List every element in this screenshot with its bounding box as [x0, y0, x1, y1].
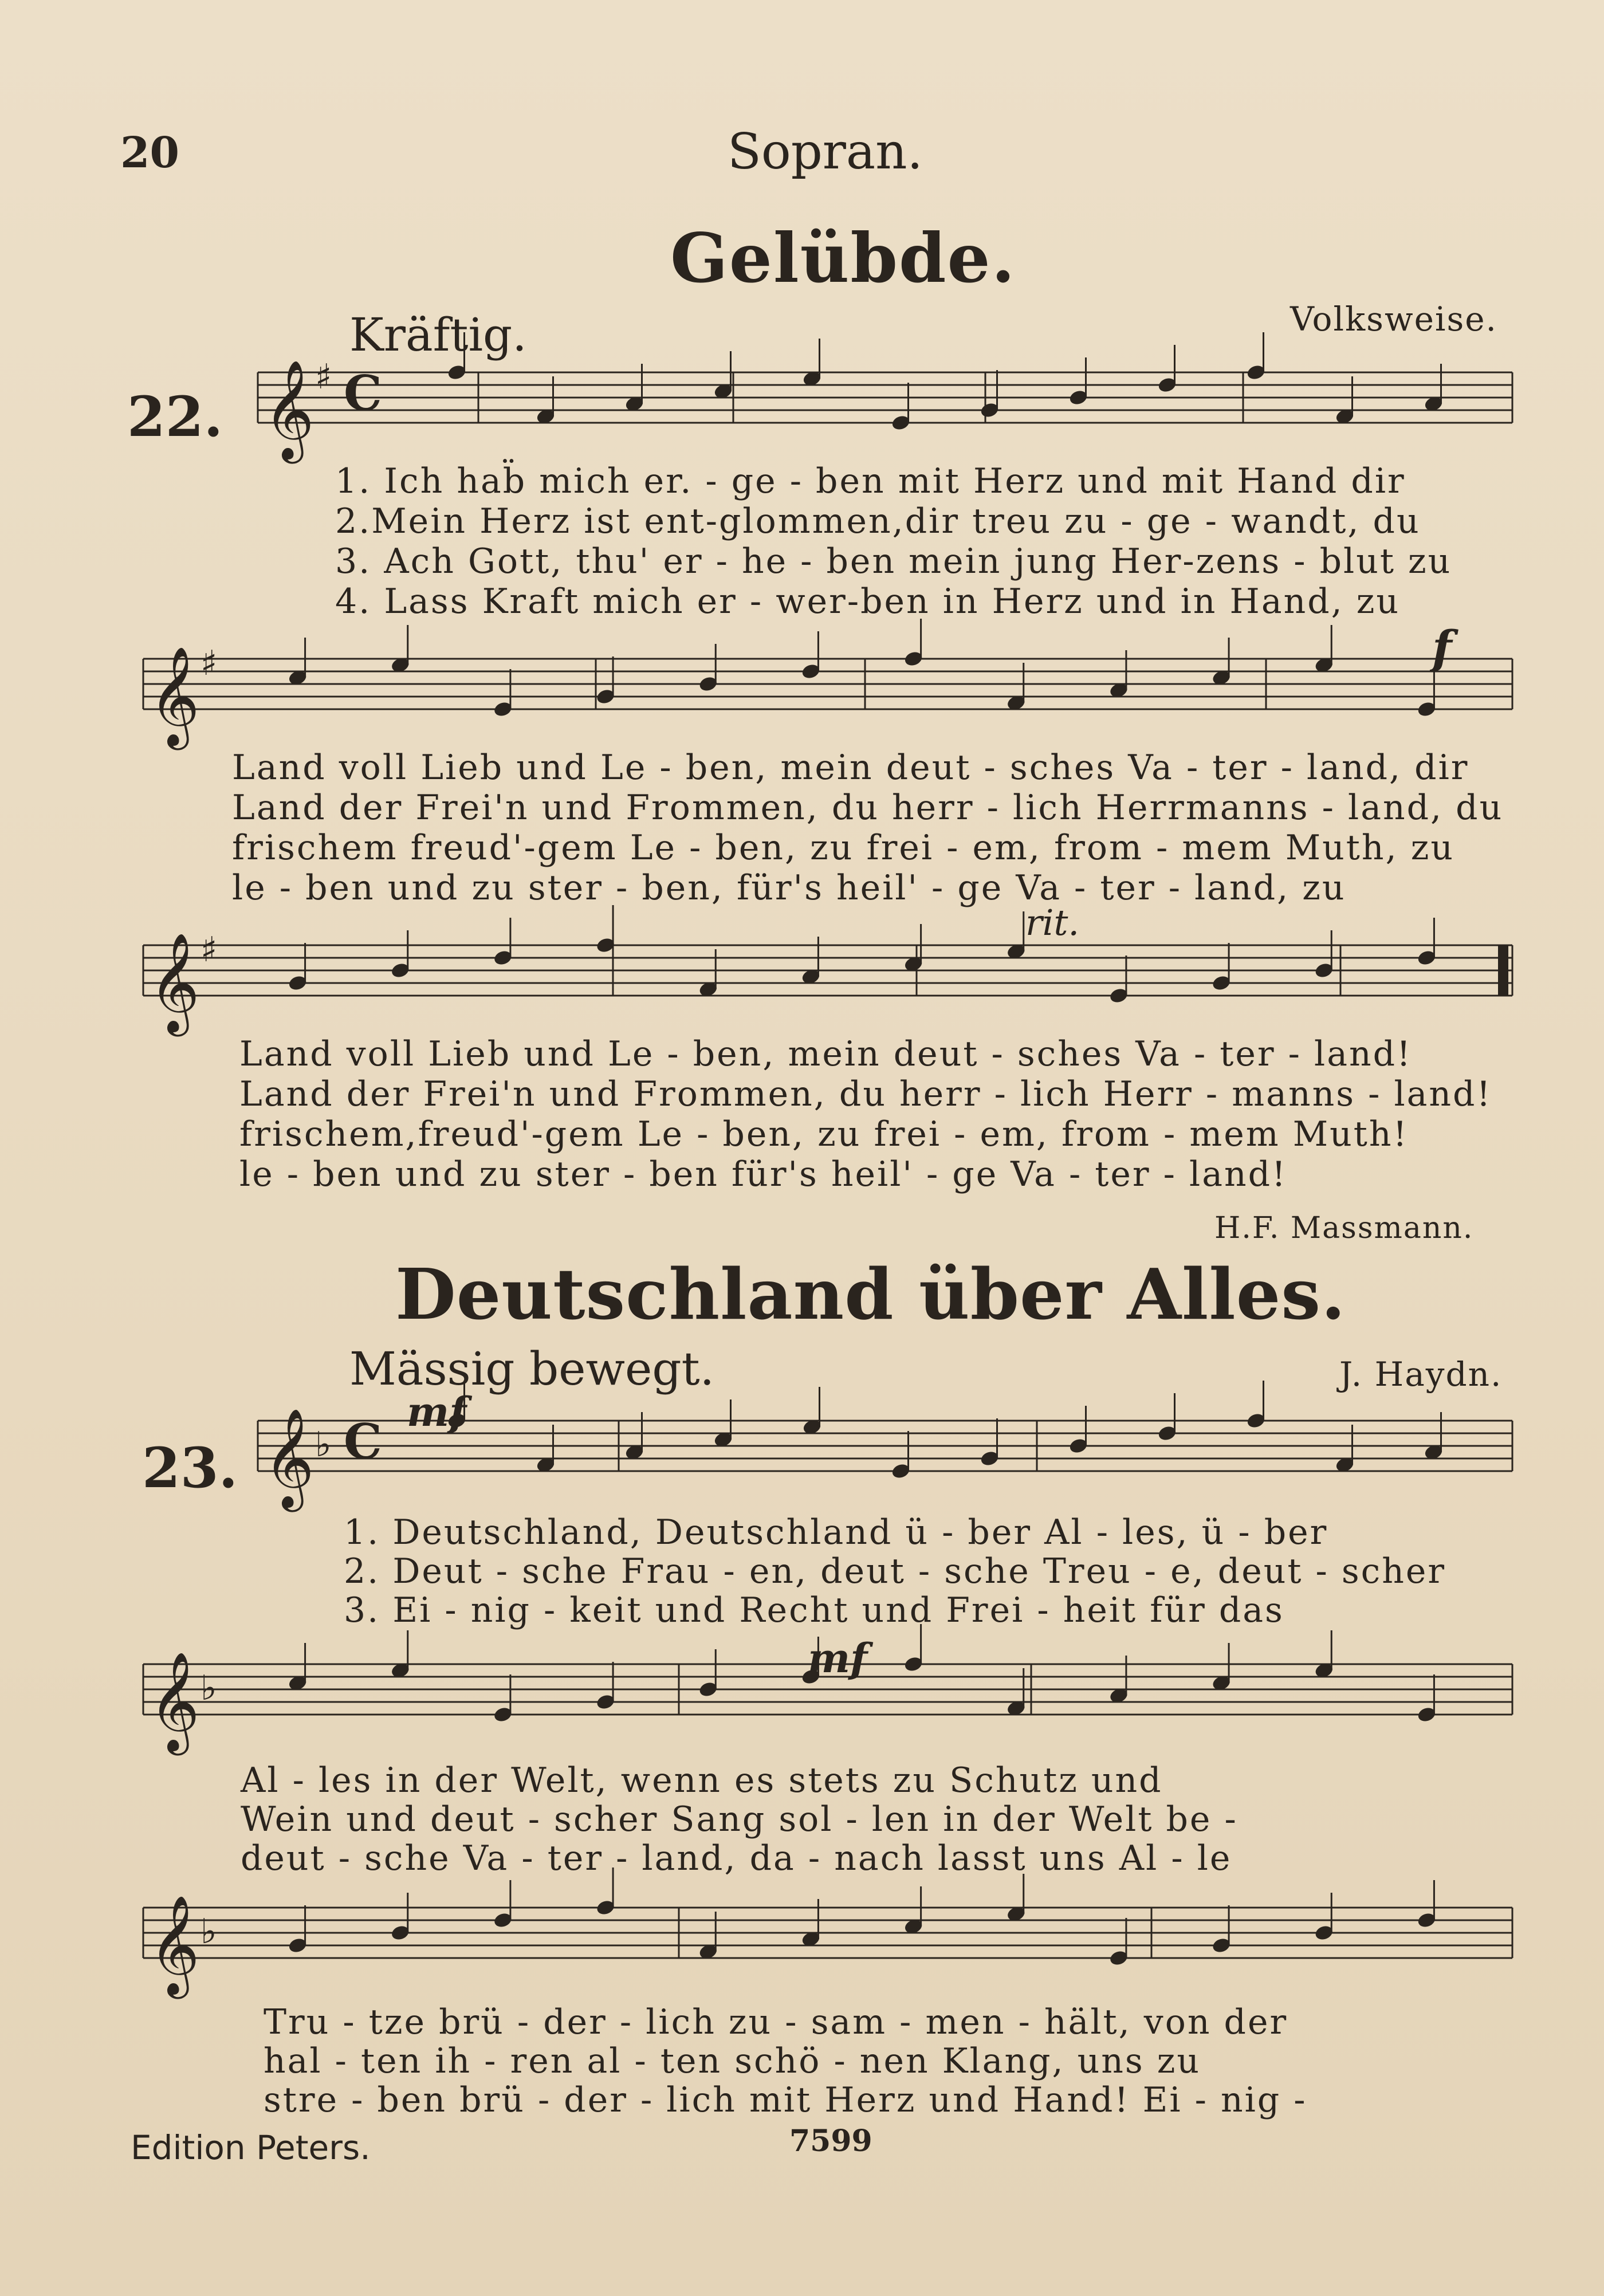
lyric-line: 1. Deutschland, Deutschland ü - ber Al - les, ü - ber: [344, 1512, 1328, 1552]
sharp-sign-icon: ♯: [200, 930, 218, 970]
voice-label: Sopran.: [728, 123, 923, 180]
lyric-line: deut - sche Va - ter - land, da - nach lasst uns Al - le: [241, 1838, 1232, 1878]
flat-sign-icon: ♭: [315, 1425, 332, 1465]
lyric-line: Land der Frei'n und Frommen, du herr - lich Herrmanns - land, du: [232, 788, 1504, 828]
lyric-line: le - ben und zu ster - ben, für's heil' - ge Va - ter - land, zu: [232, 868, 1346, 908]
lyric-line: 4. Lass Kraft mich er - wer-ben in Herz und in Hand, zu: [335, 581, 1401, 622]
sharp-sign-icon: ♯: [200, 643, 218, 683]
source-credit: Volksweise.: [1290, 300, 1497, 339]
lyric-line: frischem freud'-gem Le - ben, zu frei - em, from - mem Muth, zu: [232, 828, 1454, 868]
lyricist-credit: H.F. Massmann.: [1214, 1211, 1474, 1245]
lyric-line: frischem,freud'-gem Le - ben, zu frei - em, from - mem Muth!: [239, 1114, 1409, 1154]
treble-clef-icon: 𝄞: [149, 933, 200, 1032]
lyrics-block-1: [335, 461, 1452, 624]
lyrics-block-3: [239, 1034, 1492, 1197]
composer-credit: J. Haydn.: [1339, 1355, 1503, 1394]
treble-clef-icon: 𝄞: [149, 1652, 200, 1751]
dynamic-mezzoforte: mf: [407, 1388, 467, 1436]
lyric-line: 3. Ei - nig - keit und Recht und Frei - heit für das: [344, 1590, 1284, 1630]
lyrics-block-2: [232, 750, 1503, 911]
lyrics-block-5: [241, 1760, 1238, 1880]
final-barline: [1498, 945, 1508, 996]
lyric-line: 2. Deut - sche Frau - en, deut - sche Treu - e, deut - scher: [344, 1551, 1446, 1591]
lyric-line: stre - ben brü - der - lich mit Herz und Hand! Ei - nig -: [264, 2080, 1307, 2120]
song-title-gelubde: Gelübde.: [670, 218, 1016, 298]
treble-clef-icon: 𝄞: [149, 646, 200, 746]
tempo-marking: Mässig bewegt.: [349, 1342, 715, 1395]
flat-sign-icon: ♭: [200, 1668, 217, 1708]
dynamic-mezzoforte: mf: [808, 1634, 868, 1682]
ritardando-marking: rit.: [1025, 902, 1080, 943]
lyrics-block-6: [264, 2002, 1307, 2122]
flat-sign-icon: ♭: [200, 1912, 217, 1952]
sharp-sign-icon: ♯: [315, 357, 332, 397]
lyrics-block-4: [344, 1512, 1446, 1632]
time-signature-c-icon: C: [344, 365, 382, 422]
lyric-line: 3. Ach Gott, thu' er - he - ben mein jung Her-zens - blut zu: [335, 541, 1452, 581]
lyric-line: Land der Frei'n und Frommen, du herr - lich Herr - manns - land!: [239, 1074, 1492, 1114]
lyric-line: Al - les in der Welt, wenn es stets zu Schutz und: [241, 1760, 1163, 1800]
tempo-marking: Kräftig.: [349, 308, 527, 361]
song-title-deutschland: Deutschland über Alles.: [395, 1253, 1346, 1335]
treble-clef-icon: 𝄞: [264, 1408, 314, 1508]
treble-clef-icon: 𝄞: [149, 1895, 200, 1995]
lyric-line: Wein und deut - scher Sang sol - len in der Welt be -: [241, 1799, 1238, 1839]
song-number: 23.: [142, 1436, 238, 1500]
treble-clef-icon: 𝄞: [264, 360, 314, 459]
page-number: 20: [120, 128, 179, 178]
time-signature-c-icon: C: [344, 1413, 382, 1470]
lyric-line: hal - ten ih - ren al - ten schö - nen Klang, uns zu: [264, 2041, 1201, 2081]
lyric-line: Land voll Lieb und Le - ben, mein deut - sches Va - ter - land!: [239, 1034, 1413, 1074]
lyric-line: 2.Mein Herz ist ent-glommen,dir treu zu - ge - wandt, du: [335, 501, 1421, 541]
lyric-line: le - ben und zu ster - ben für's heil' - ge Va - ter - land!: [239, 1154, 1288, 1194]
plate-number: 7599: [789, 2124, 872, 2159]
lyric-line: 1. Ich hab̈ mich er. - ge - ben mit Herz und mit Hand dir: [335, 461, 1406, 501]
publisher-credit: Edition Peters.: [131, 2128, 371, 2167]
lyric-line: Land voll Lieb und Le - ben, mein deut - sches Va - ter - land, dir: [232, 748, 1469, 788]
song-number: 22.: [127, 384, 223, 449]
lyric-line: Tru - tze brü - der - lich zu - sam - men - hält, von der: [264, 2002, 1288, 2042]
dynamic-forte: f: [1432, 620, 1452, 674]
